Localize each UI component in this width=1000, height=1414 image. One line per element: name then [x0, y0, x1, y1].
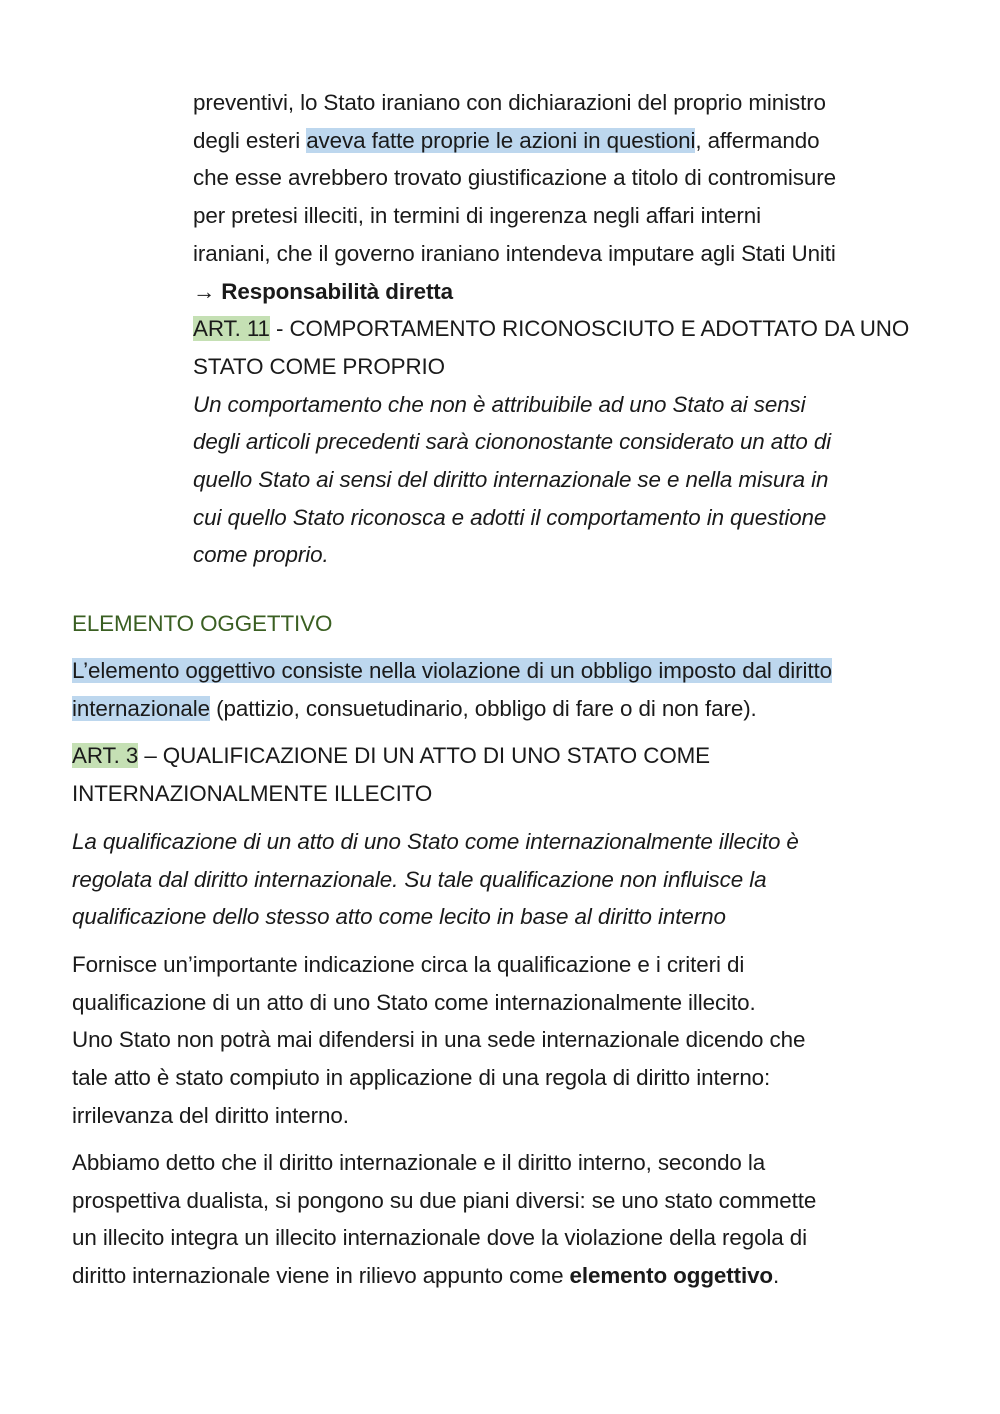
indented-section — [193, 84, 953, 574]
article-text — [193, 386, 953, 575]
text-line: qualificazione dello stesso atto come lecito in base al diritto interno — [72, 904, 726, 930]
text-line: quello Stato ai sensi del diritto internazionale se e nella misura in — [193, 467, 829, 493]
paragraph-2 — [72, 1144, 952, 1295]
text-line: tale atto è stato compiuto in applicazione di una regola di diritto interno: — [72, 1065, 771, 1091]
text-line — [72, 690, 952, 728]
arrow-right-icon: → — [193, 278, 216, 304]
text-line: qualificazione di un atto di uno Stato come internazionalmente illecito. — [72, 989, 756, 1015]
text-span: (pattizio, consuetudinario, obbligo di fare o di non fare). — [210, 695, 757, 721]
text-line: degli articoli precedenti sarà ciononostante considerato un atto di — [193, 429, 832, 455]
responsibility-line — [193, 273, 953, 311]
article-label: ART. 11 — [193, 316, 270, 342]
text-line: iraniani, che il governo iraniano intendeva imputare agli Stati Uniti — [193, 240, 836, 266]
text-line: Fornisce un’importante indicazione circa la qualificazione e i criteri di — [72, 952, 745, 977]
text-line — [193, 122, 953, 160]
text-line: irrilevanza del diritto interno. — [72, 1102, 349, 1128]
text-span: diritto internazionale viene in rilievo appunto come — [72, 1263, 570, 1289]
text-span: . — [773, 1263, 780, 1289]
text-line: cui quello Stato riconosca e adotti il comportamento in questione — [193, 504, 827, 530]
section-heading: ELEMENTO OGGETTIVO — [72, 611, 333, 636]
article-title-text: – QUALIFICAZIONE DI UN ATTO DI UNO STATO COME — [138, 743, 711, 768]
highlighted-text: L’elemento oggettivo consiste nella violazione di un obbligo imposto dal diritto — [72, 658, 832, 683]
paragraph-1 — [72, 946, 952, 1135]
article-title-continued: INTERNAZIONALMENTE ILLECITO — [72, 780, 433, 806]
article-title — [193, 310, 953, 348]
text-line: Abbiamo detto che il diritto internazionale e il diritto interno, secondo la — [72, 1150, 766, 1175]
responsibility-label: Responsabilità diretta — [221, 278, 454, 304]
text-span: degli esteri — [193, 127, 307, 153]
text-line — [72, 652, 952, 690]
text-line: La qualificazione di un atto di uno Stato come internazionalmente illecito è — [72, 829, 799, 854]
text-span: , affermando — [695, 127, 820, 153]
highlighted-text: internazionale — [72, 695, 211, 721]
text-line: che esse avrebbero trovato giustificazione a titolo di contromisure — [193, 165, 836, 191]
article-title — [72, 737, 952, 775]
article-label: ART. 3 — [72, 743, 139, 768]
text-line: per pretesi illeciti, in termini di ingerenza negli affari interni — [193, 203, 761, 229]
highlighted-text: aveva fatte proprie le azioni in questioni — [306, 127, 696, 153]
bold-term: elemento oggettivo — [569, 1263, 774, 1289]
article-3-text — [72, 823, 952, 936]
article-3-title — [72, 737, 952, 812]
text-line: un illecito integra un illecito internazionale dove la violazione della regola di — [72, 1225, 807, 1251]
text-line: Uno Stato non potrà mai difendersi in una sede internazionale dicendo che — [72, 1027, 806, 1053]
text-line: prospettiva dualista, si pongono su due piani diversi: se uno stato commette — [72, 1187, 817, 1213]
text-line: Un comportamento che non è attribuibile ad uno Stato ai sensi — [193, 391, 806, 417]
text-line: preventivi, lo Stato iraniano con dichiarazioni del proprio ministro — [193, 90, 826, 115]
article-title-text: - COMPORTAMENTO RICONOSCIUTO E ADOTTATO DA UNO — [269, 316, 910, 342]
text-line — [72, 1257, 952, 1295]
article-title-continued: STATO COME PROPRIO — [193, 353, 445, 379]
text-line: regolata dal diritto internazionale. Su tale qualificazione non influisce la — [72, 866, 767, 892]
text-line: come proprio. — [193, 542, 329, 568]
definition-paragraph — [72, 652, 952, 727]
